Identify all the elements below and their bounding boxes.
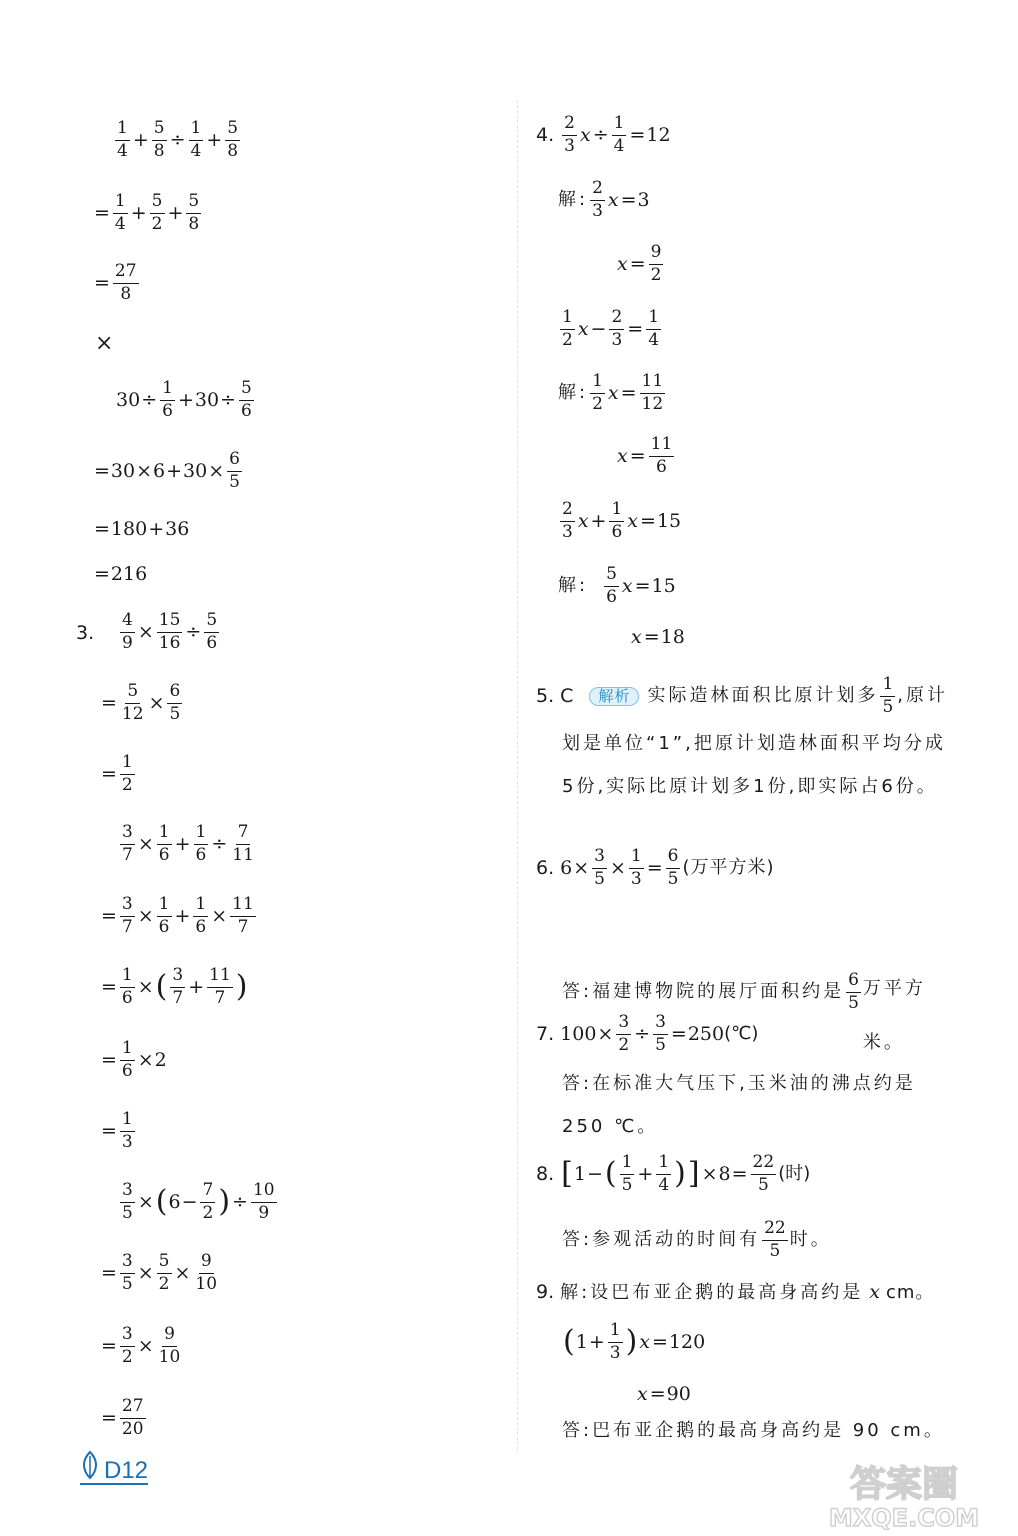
eq-line: $\frac{2}{3}$ x + $\frac{1}{6}$ x = 15 bbox=[562, 499, 682, 542]
eq-line: 解: $\frac{5}{6}$ x = 15 bbox=[558, 564, 676, 607]
eq-line: 解: $\frac{2}{3}$ x = 3 bbox=[558, 178, 650, 221]
eq-line: $\frac{3}{7}$ × $\frac{1}{6}$ + $\frac{1}{6}$ ÷ $\frac{7}{11}$ bbox=[122, 822, 254, 865]
eq-line: $\frac{4}{9}$ × $\frac{15}{16}$ ÷ $\frac{5}{6}$ bbox=[122, 610, 218, 653]
question-9-answer: 答:巴布亚企鹅的最高身高约是 90 cm。 bbox=[562, 1420, 945, 1441]
eq-line: $\frac{1}{4}$ + $\frac{5}{8}$ ÷ $\frac{1}{4}$ + $\frac{5}{8}$ bbox=[117, 118, 239, 161]
leaf-icon bbox=[80, 1450, 100, 1485]
eq-line: x = 18 bbox=[631, 626, 685, 648]
question-4: 4. $\frac{2}{3}$ x ÷ $\frac{1}{4}$ = 12 bbox=[536, 113, 671, 156]
eq-line: x = 90 bbox=[637, 1383, 691, 1405]
eq-line: = $\frac{1}{6}$ × 2 bbox=[101, 1038, 167, 1081]
eq-line: $\frac{1}{2}$ x − $\frac{2}{3}$ = $\frac{1}{4}$ bbox=[562, 307, 660, 350]
eq-line: = $\frac{1}{4}$ + $\frac{5}{2}$ + $\frac{5}{8}$ bbox=[94, 191, 200, 234]
question-6: 6. 6 × $\frac{3}{5}$ × $\frac{1}{3}$ = $\frac{6}{5}$ (万平方米) bbox=[536, 846, 775, 889]
question-7-answer: 答:在标准大气压下,玉米油的沸点约是250 ℃。 bbox=[562, 1073, 916, 1137]
eq-line: x = $\frac{11}{6}$ bbox=[617, 434, 673, 477]
eq-line: = $\frac{3}{5}$ × $\frac{5}{2}$ × $\frac{9}{10}$ bbox=[101, 1251, 218, 1294]
eq-line: = $\frac{1}{6}$ × ( $\frac{3}{7}$ + $\frac{11}{7}$ ) bbox=[101, 965, 248, 1008]
eq-line: = 30 × 6 + 30 × $\frac{6}{5}$ bbox=[94, 449, 240, 492]
question-5-text: 划是单位“1”,把原计划造林面积平均分成5份,实际比原计划多1份,即实际占6份。 bbox=[562, 733, 946, 797]
eq-line: = $\frac{3}{2}$ × $\frac{9}{10}$ bbox=[101, 1324, 181, 1367]
footer-rule bbox=[80, 1483, 148, 1485]
wrong-mark: × bbox=[95, 331, 114, 356]
watermark-site: MXQE.COM bbox=[828, 1504, 980, 1530]
watermark bbox=[804, 1460, 1004, 1530]
page-footer bbox=[80, 1450, 148, 1485]
page-number: D12 bbox=[104, 1457, 149, 1484]
question-7: 7. 100 × $\frac{3}{2}$ ÷ $\frac{3}{5}$ = 250 (℃) bbox=[536, 1012, 759, 1055]
watermark-title: 答案圈 bbox=[849, 1464, 959, 1505]
answer-wrap: 万平方米。 bbox=[862, 978, 926, 1053]
eq-line: = $\frac{1}{2}$ bbox=[101, 752, 133, 795]
analysis-badge: 解析 bbox=[589, 687, 639, 706]
question-8: 8. [ 1 − ( $\frac{1}{5}$ + $\frac{1}{4}$ ) ] × 8 = $\frac{22}{5}$ (时) bbox=[536, 1152, 811, 1195]
column-divider bbox=[517, 100, 518, 1450]
eq-line: 解: $\frac{1}{2}$ x = $\frac{11}{12}$ bbox=[558, 371, 664, 414]
question-6-answer: 答:福建博物院的展厅面积约是 $\frac{6}{5}$ 万平方米。 bbox=[562, 914, 943, 1070]
eq-line: 30 ÷ $\frac{1}{6}$ + 30 ÷ $\frac{5}{6}$ bbox=[116, 378, 252, 421]
eq-line: = $\frac{27}{8}$ bbox=[94, 261, 137, 304]
eq-line: ( 1 + $\frac{1}{3}$ ) x = 120 bbox=[563, 1320, 706, 1363]
eq-line: x = $\frac{9}{2}$ bbox=[617, 242, 662, 285]
eq-line: = $\frac{5}{12}$ × $\frac{6}{5}$ bbox=[101, 681, 181, 724]
question-5: 5. C 解析 实际造林面积比原计划多 $\frac{1}{5}$ ,原计 bbox=[536, 674, 949, 717]
eq-line: = $\frac{1}{3}$ bbox=[101, 1109, 133, 1152]
eq-line: = $\frac{27}{20}$ bbox=[101, 1396, 144, 1439]
question-3-label: 3. bbox=[76, 622, 95, 644]
eq-line: = $\frac{3}{7}$ × $\frac{1}{6}$ + $\frac{1}{6}$ × $\frac{11}{7}$ bbox=[101, 894, 254, 937]
question-8-answer: 答:参观活动的时间有 $\frac{22}{5}$ 时。 bbox=[562, 1218, 832, 1261]
eq-line: = 180 + 36 bbox=[94, 518, 190, 540]
eq-line: $\frac{3}{5}$ × ( 6 − $\frac{7}{2}$ ) ÷ $\frac{10}{9}$ bbox=[122, 1180, 275, 1223]
question-9: 9. 解:设巴布亚企鹅的最高身高约是 x cm。 bbox=[536, 1281, 935, 1303]
eq-line: = 216 bbox=[94, 563, 148, 585]
